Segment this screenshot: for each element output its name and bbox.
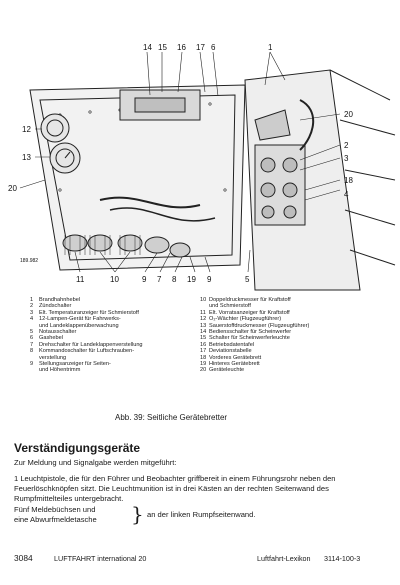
legend-text: Betriebsdatentafel [209, 341, 255, 348]
callout-label: 9 [142, 275, 147, 284]
legend-text: Geräteleuchte [209, 367, 245, 374]
callout-label: 12 [22, 125, 31, 134]
callout-label: 8 [172, 275, 177, 284]
legend-item [200, 367, 375, 373]
legend-text: Zündschalter [39, 303, 72, 310]
reference-code: 3114-100-3 [324, 554, 361, 563]
callout-label: 17 [196, 43, 205, 52]
legend-number: 15 [200, 335, 207, 342]
figure-caption: Abb. 39: Seitliche Gerätebretter [115, 413, 228, 422]
legend-number: 12 [200, 316, 207, 323]
publication-name: LUFTFAHRT international 20 [54, 554, 147, 563]
legend-text: Deviationstabelle [209, 348, 252, 355]
legend-text: Elt. Temperaturanzeiger für Schmierstoff [39, 309, 139, 316]
legend-column-right [200, 297, 375, 374]
legend-number: 13 [200, 322, 207, 329]
legend-number: 6 [30, 335, 34, 342]
legend-number: 16 [200, 341, 207, 348]
callout-label: 6 [211, 43, 216, 52]
callout-label: 19 [187, 275, 196, 284]
legend-text: O₂-Wächter (Flugzeugführer) [209, 316, 282, 323]
callout-label: 14 [143, 43, 152, 52]
legend-number: 11 [200, 309, 206, 316]
page-number: 3084 [14, 553, 33, 563]
curly-brace-icon: } [131, 502, 144, 526]
callout-label: 11 [76, 275, 85, 284]
legend-number: 14 [200, 329, 207, 336]
legend-number: 17 [200, 348, 207, 355]
callout-label: 20 [344, 110, 353, 119]
callout-label: 2 [344, 141, 349, 150]
legend-number: 8 [30, 348, 34, 355]
bracket-list [14, 502, 389, 527]
drawing-id: 189.982 [20, 258, 39, 264]
callout-label: 3 [344, 154, 349, 163]
legend-item [30, 367, 195, 373]
legend-text: Vorderes Gerätebrett [209, 354, 262, 361]
legend-number: 7 [30, 341, 34, 348]
callout-label: 16 [177, 43, 186, 52]
legend-text: und Höhentrimm [39, 367, 81, 374]
callout-label: 5 [245, 275, 250, 284]
cockpit-panel-illustration [0, 40, 400, 295]
legend-text: Schalter für Scheinwerferleuchte [209, 335, 290, 342]
legend-text: und Schmierstoff [209, 303, 251, 310]
legend-number: 19 [200, 361, 207, 368]
bracket-items [14, 505, 97, 525]
legend-number: 18 [200, 354, 207, 361]
series-name: Luftfahrt-Lexikon [257, 554, 311, 563]
bracket-item: eine Abwurfmeldetasche [14, 515, 97, 524]
callout-label: 18 [344, 176, 353, 185]
page-footer [14, 553, 386, 565]
callout-label: 13 [22, 153, 31, 162]
bracket-target-text: an der linken Rumpfseitenwand. [147, 510, 256, 519]
legend-number: 10 [200, 297, 207, 303]
legend-text: Kommandoschalter für Luftschrauben- [39, 348, 135, 355]
legend-text: Notausschalter [39, 329, 77, 336]
legend-text: 12-Lampen-Gerät für Fahrwerks- [39, 316, 121, 323]
legend-column-left [30, 297, 195, 374]
callout-label: 1 [268, 43, 273, 52]
legend-number: 4 [30, 316, 34, 323]
callout-label: 10 [110, 275, 119, 284]
callout-label: 7 [157, 275, 162, 284]
legend-number: 3 [30, 309, 34, 316]
legend-number [30, 367, 39, 373]
callout-label: 20 [8, 184, 17, 193]
callout-label: 15 [158, 43, 167, 52]
legend-text: Sauerstoffdruckmesser (Flugzeugführer) [209, 322, 310, 329]
legend-text: verstellung [39, 354, 67, 361]
bracket-item: Fünf Meldebüchsen und [14, 505, 96, 514]
legend-number: 5 [30, 329, 34, 336]
legend-text: Doppeldruckmesser für Kraftstoff [209, 297, 291, 303]
legend-number: 2 [30, 303, 34, 310]
legend-number: 9 [30, 361, 34, 368]
legend-text: Drehschalter für Landeklappenverstellung [39, 341, 143, 348]
intro-text: Zur Meldung und Signalgabe werden mitgeführt: [14, 458, 177, 467]
paragraph: 1 Leuchtpistole, die für den Führer und Beobachter griffbereit in einem Führungsrohr neben den Feuerlöschknöpfen sitzt. Die Leuchtmunition ist in drei Kästen an der rechten Seitenwand des Rumpfmittelteiles untergebracht. [14, 474, 336, 503]
section-title: Verständigungsgeräte [14, 441, 141, 455]
legend-text: Bediensschalter für Scheinwerfer [209, 329, 292, 336]
legend-text: Hinteres Gerätebrett [209, 361, 260, 368]
legend-text: und Landeklappenüberwachung [39, 322, 119, 329]
callout-label: 4 [344, 190, 349, 199]
legend-text: Stellungsanzeiger für Seiten- [39, 361, 111, 368]
legend-number: 20 [200, 367, 207, 374]
callout-label: 9 [207, 275, 212, 284]
legend-text: Brandhahnhebel [39, 297, 81, 303]
legend-text: Elt. Vorratsanzeiger für Kraftstoff [209, 309, 290, 316]
legend-text: Gashebel [39, 335, 63, 342]
legend-number: 1 [30, 297, 34, 303]
